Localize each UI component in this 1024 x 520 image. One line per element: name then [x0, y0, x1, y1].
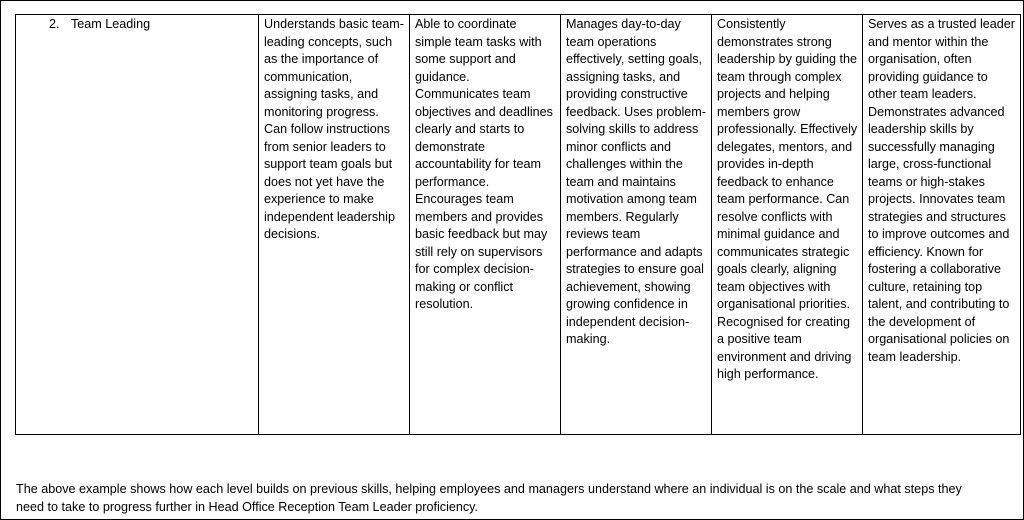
- competency-name: Team Leading: [71, 17, 151, 31]
- level-1-cell: [259, 15, 410, 435]
- competency-number: 2.: [49, 17, 60, 31]
- level-4-text: Consistently demonstrates strong leadership by guiding the team through complex projects and helping members grow professionally. Effectively delegates, mentors, and provides in-depth feedback to enhance team performance. Can resolve conflicts with minimal guidance and communicates strategic goals clearly, aligning team objectives with organisational priorities. Recognised for creating a positive team environment and driving high performance.: [717, 17, 858, 381]
- level-1-text: Understands basic team-leading concepts, such as the importance of communication, assigning tasks, and monitoring progress. Can follow instructions from senior leaders to support team goals but does not yet have the experience to make independent leadership decisions.: [264, 17, 404, 241]
- level-2-cell: [410, 15, 561, 435]
- level-5-cell: [863, 15, 1021, 435]
- level-3-text: Manages day-to-day team operations effectively, setting goals, assigning tasks, and providing constructive feedback. Uses problem-solving skills to address minor conflicts and challenges within the team and maintains motivation among team members. Regularly reviews team performance and adapts strategies to ensure goal achievement, showing growing confidence in independent decision-making.: [566, 17, 706, 346]
- level-4-cell: [712, 15, 863, 435]
- level-3-cell: [561, 15, 712, 435]
- level-2-text: Able to coordinate simple team tasks with some support and guidance. Communicates team objectives and deadlines clearly and starts to demonstrate accountability for team performance. Encourages team members and provides basic feedback but may still rely on supervisors for complex decision-making or conflict resolution.: [415, 17, 553, 311]
- table-row: [16, 15, 1021, 435]
- level-5-text: Serves as a trusted leader and mentor within the organisation, often providing guidance to other team leaders. Demonstrates advanced leadership skills by successfully managing large, cross-functional teams or high-stakes projects. Innovates team strategies and structures to improve outcomes and efficiency. Known for fostering a collaborative culture, retaining top talent, and contributing to the development of organisational policies on team leadership.: [868, 17, 1016, 364]
- competency-cell: [16, 15, 259, 435]
- footer-paragraph: The above example shows how each level builds on previous skills, helping employees and managers understand where an individual is on the scale and what steps they need to take to progress further in Head Office Reception Team Leader proficiency.: [16, 481, 962, 514]
- proficiency-table: [15, 14, 1021, 435]
